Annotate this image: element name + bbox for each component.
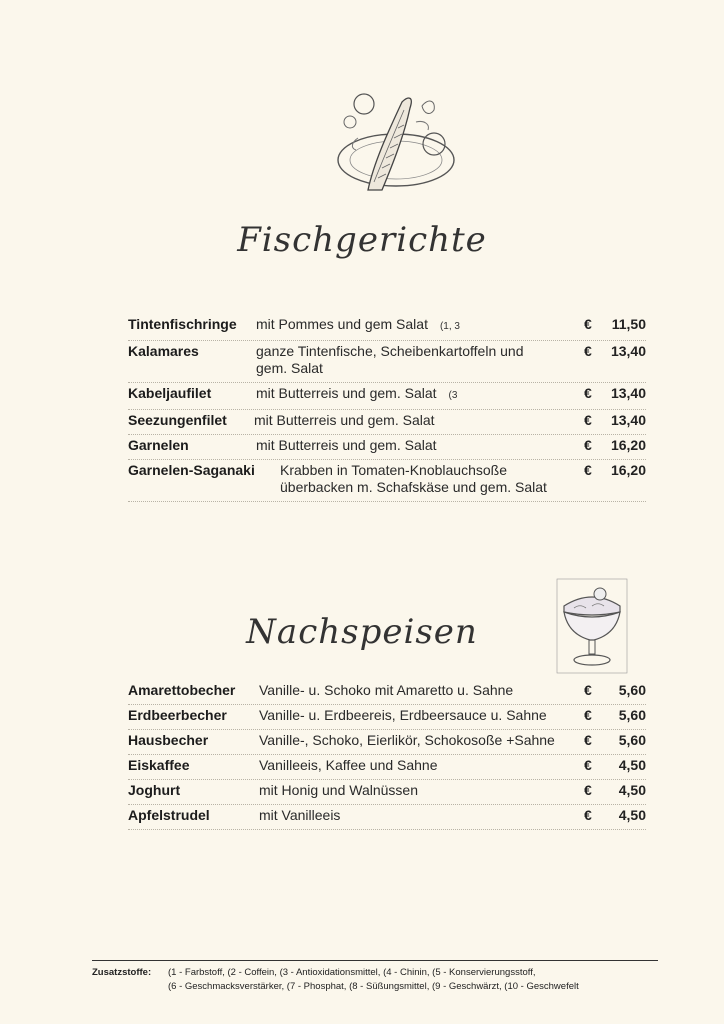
item-currency: €: [584, 682, 592, 698]
fish-menu-list: [128, 314, 646, 502]
item-currency: €: [584, 732, 592, 748]
item-desc: Vanille- u. Erdbeereis, Erdbeersauce u. Sahne: [259, 707, 547, 723]
item-name: Apfelstrudel: [128, 807, 210, 823]
item-name: Eiskaffee: [128, 757, 190, 773]
additives-line-2: (6 - Geschmacksverstärker, (7 - Phosphat, (8 - Süßungsmittel, (9 - Geschwärzt, (10 - Geschwefelt: [168, 981, 579, 992]
menu-item-hausbecher: [128, 730, 646, 755]
item-price: 16,20: [610, 462, 646, 478]
menu-item-garnelen-saganaki: [128, 460, 646, 502]
menu-item-amarettobecher: [128, 680, 646, 705]
fish-section-title: Fischgerichte: [237, 220, 487, 260]
item-currency: €: [584, 807, 592, 823]
item-price: 5,60: [618, 732, 646, 748]
menu-item-kalamares: [128, 341, 646, 383]
item-desc: mit Butterreis und gem. Salat: [256, 437, 437, 453]
item-currency: €: [584, 757, 592, 773]
item-name: Garnelen: [128, 437, 189, 453]
item-name: Amarettobecher: [128, 682, 236, 698]
item-desc: mit Butterreis und gem. Salat: [254, 412, 435, 428]
item-price: 5,60: [618, 707, 646, 723]
item-currency: €: [584, 385, 592, 401]
menu-item-kabeljaufilet: [128, 383, 646, 410]
item-price: 13,40: [610, 343, 646, 359]
menu-item-apfelstrudel: [128, 805, 646, 830]
item-desc: mit Butterreis und gem. Salat (3: [256, 385, 458, 401]
item-name: Tintenfischringe: [128, 316, 237, 332]
item-desc: Vanille- u. Schoko mit Amaretto u. Sahne: [259, 682, 514, 698]
item-desc: mit Pommes und gem Salat (1, 3: [256, 316, 460, 332]
additives-label: Zusatzstoffe:: [92, 967, 152, 978]
item-name: Garnelen-Saganaki: [128, 462, 255, 478]
menu-item-garnelen: [128, 435, 646, 460]
item-name: Joghurt: [128, 782, 181, 798]
menu-item-seezungenfilet: [128, 410, 646, 435]
item-currency: €: [584, 782, 592, 798]
item-price: 4,50: [618, 807, 646, 823]
menu-item-tintenfischringe: [128, 314, 646, 341]
additives-line-1: (1 - Farbstoff, (2 - Coffein, (3 - Antioxidationsmittel, (4 - Chinin, (5 - Konservierungsstoff,: [168, 967, 536, 978]
item-currency: €: [584, 462, 592, 478]
item-price: 5,60: [618, 682, 646, 698]
item-desc: mit Honig und Walnüssen: [259, 782, 419, 798]
item-allergen: (1, 3: [439, 321, 460, 332]
item-name: Erdbeerbecher: [128, 707, 227, 723]
item-name: Kabeljaufilet: [128, 385, 212, 401]
item-allergen: (3: [448, 390, 458, 401]
item-price: 16,20: [610, 437, 646, 453]
item-desc: mit Vanilleeis: [259, 807, 341, 823]
item-price: 13,40: [610, 412, 646, 428]
menu-item-erdbeerbecher: [128, 705, 646, 730]
item-price: 4,50: [618, 782, 646, 798]
item-name: Hausbecher: [128, 732, 209, 748]
dessert-section-title: Nachspeisen: [246, 612, 478, 652]
item-name: Seezungenfilet: [128, 412, 227, 428]
item-price: 4,50: [618, 757, 646, 773]
item-currency: €: [584, 437, 592, 453]
item-desc: Krabben in Tomaten-Knoblauchsoße überbacken m. Schafskäse und gem. Salat: [280, 462, 547, 495]
footer-divider: [92, 960, 658, 961]
item-name: Kalamares: [128, 343, 199, 359]
item-currency: €: [584, 707, 592, 723]
item-currency: €: [584, 316, 592, 332]
item-price: 13,40: [610, 385, 646, 401]
menu-item-eiskaffee: [128, 755, 646, 780]
item-desc: Vanilleeis, Kaffee und Sahne: [259, 757, 438, 773]
item-desc: Vanille-, Schoko, Eierlikör, Schokosoße +Sahne: [259, 732, 555, 748]
menu-item-joghurt: [128, 780, 646, 805]
fish-plate-illustration: [330, 82, 460, 200]
additives-footer: [92, 966, 692, 992]
item-currency: €: [584, 412, 592, 428]
item-price: 11,50: [611, 316, 646, 332]
item-currency: €: [584, 343, 592, 359]
item-desc: ganze Tintenfische, Scheibenkartoffeln und gem. Salat: [256, 343, 524, 376]
dessert-menu-list: [128, 680, 646, 830]
